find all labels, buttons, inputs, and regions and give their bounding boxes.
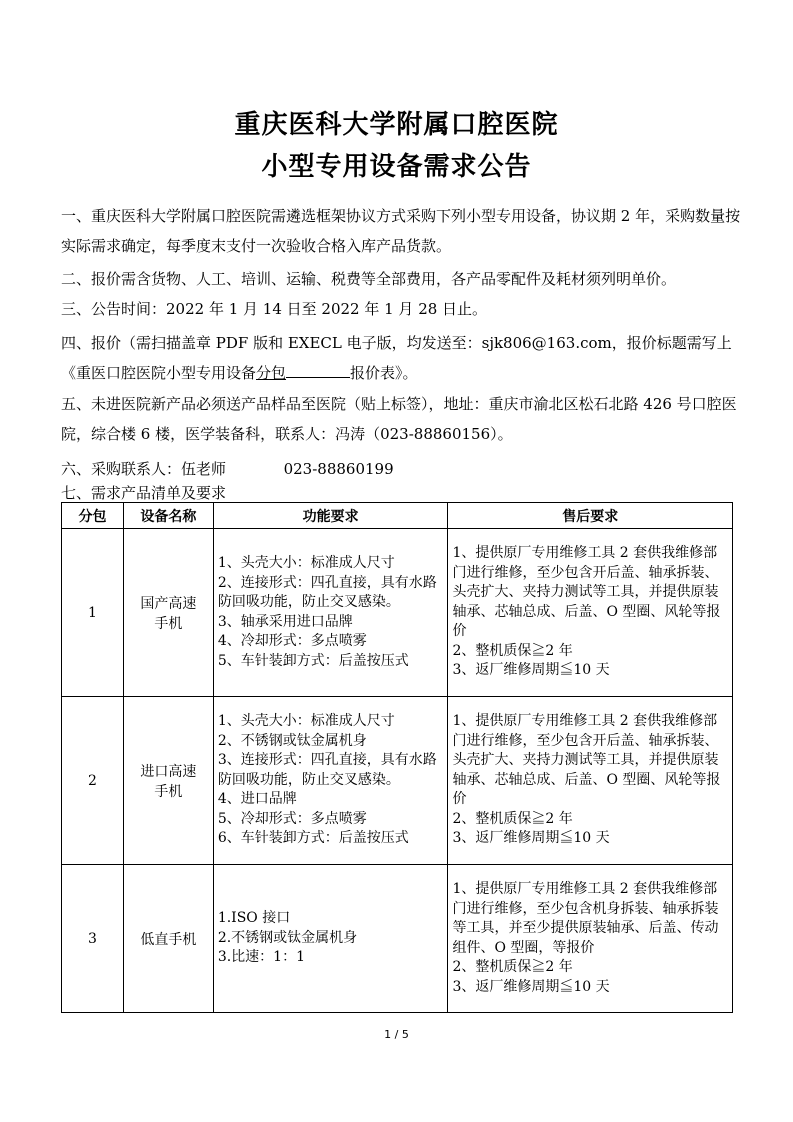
function-list — [213, 529, 448, 697]
after-sales-item: 2、整机质保≧2 年 — [452, 959, 573, 975]
section-1: 一、重庆医科大学附属口腔医院需遴选框架协议方式采购下列小型专用设备，协议期 2 年，采购数量按实际需求确定，每季度末支付一次验收合格入库产品货款。 — [61, 207, 741, 255]
function-item: 3、轴承采用进口品牌 — [217, 613, 353, 630]
after-sales-item: 3、返厂维修周期≦10 天 — [452, 978, 610, 995]
section-3: 三、公告时间：2022 年 1 月 14 日至 2022 年 1 月 28 日止。 — [61, 300, 488, 318]
section-6 — [61, 458, 394, 479]
table-row — [62, 865, 733, 1013]
after-sales-list — [448, 697, 733, 865]
after-sales-item: 1、提供原厂专用维修工具 2 套供我维修部门进行维修，至少包含开后盖、轴承拆装、头壳扩大、夹持力测试等工具，并提供原装轴承、芯轴总成、后盖、O 型圈、风轮等报价 — [452, 713, 721, 808]
function-item: 1.ISO 接口 — [217, 910, 291, 927]
after-sales-item: 2、整机质保≧2 年 — [452, 642, 573, 659]
section-7: 七、需求产品清单及要求 — [61, 484, 227, 502]
function-list — [213, 865, 448, 1013]
section-4-fenbao: 分包 — [256, 364, 287, 382]
after-sales-item: 1、提供原厂专用维修工具 2 套供我维修部门进行维修，至少包含开后盖、轴承拆装、头壳扩大、夹持力测试等工具，并提供原装轴承、芯轴总成、后盖、O 型圈、风轮等报价 — [452, 545, 721, 640]
after-sales-item: 2、整机质保≧2 年 — [452, 810, 573, 827]
after-sales-item: 1、提供原厂专用维修工具 2 套供我维修部门进行维修，至少包含机身拆装、轴承拆装等工具，并至少提供原装轴承、后盖、传动组件、O 型圈，等报价 — [452, 881, 719, 956]
function-item: 4、冷却形式：多点喷雾 — [217, 633, 367, 649]
package-number: 1 — [62, 529, 124, 697]
function-item: 2、连接形式：四孔直接，具有水路防回吸功能，防止交叉感染。 — [217, 574, 437, 610]
package-number: 3 — [62, 865, 124, 1013]
function-item: 1、头壳大小：标准成人尺寸 — [217, 713, 395, 730]
section-4-line1: 四、报价（需扫描盖章 PDF 版和 EXECL 电子版，均发送至：sjk806@163.com，报价标题需写上 — [61, 334, 732, 352]
function-item: 4、进口品牌 — [217, 791, 297, 808]
function-item: 1、头壳大小：标准成人尺寸 — [217, 555, 395, 571]
device-name: 低直手机 — [123, 865, 213, 1013]
function-item: 2、不锈钢或钛金属机身 — [217, 732, 367, 749]
package-number: 2 — [62, 697, 124, 865]
after-sales-list — [448, 529, 733, 697]
section-6-label: 六、采购联系人：伍老师 — [61, 460, 227, 478]
table-header-row — [62, 503, 733, 529]
section-4-line2 — [61, 362, 418, 383]
after-sales-item: 3、返厂维修周期≦10 天 — [452, 830, 610, 847]
requirements-table — [61, 502, 733, 1013]
fill-in-blank — [286, 363, 350, 378]
document-subtitle: 小型专用设备需求公告 — [261, 152, 532, 182]
header-function: 功能要求 — [213, 503, 448, 529]
function-item: 6、车针装卸方式：后盖按压式 — [217, 830, 409, 847]
function-list — [213, 697, 448, 865]
after-sales-list — [448, 865, 733, 1013]
section-5: 五、未进医院新产品必须送产品样品至医院（贴上标签），地址：重庆市渝北区松石北路 426 号口腔医院，综合楼 6 楼，医学装备科，联系人：冯涛（023-88860156）。 — [61, 395, 737, 443]
page-number: 1 / 5 — [384, 1028, 409, 1041]
header-device-name: 设备名称 — [123, 503, 213, 529]
after-sales-item: 3、返厂维修周期≦10 天 — [452, 662, 610, 679]
table-row — [62, 529, 733, 697]
section-2: 二、报价需含货物、人工、培训、运输、税费等全部费用，各产品零配件及耗材须列明单价。 — [61, 270, 677, 288]
section-6-phone: 023-88860199 — [283, 460, 394, 478]
function-item: 2.不锈钢或钛金属机身 — [217, 929, 358, 946]
function-item: 5、冷却形式：多点喷雾 — [217, 810, 367, 827]
section-4-suffix: 报价表》。 — [350, 364, 418, 382]
function-item: 5、车针装卸方式：后盖按压式 — [217, 652, 409, 669]
function-item: 3、连接形式：四孔直接，具有水路防回吸功能，防止交叉感染。 — [217, 752, 437, 788]
header-package: 分包 — [62, 503, 124, 529]
function-item: 3.比速：1：1 — [217, 949, 305, 966]
section-4-prefix: 《重医口腔医院小型专用设备 — [61, 364, 257, 382]
device-name: 进口高速手机 — [123, 697, 213, 865]
document-title: 重庆医科大学附属口腔医院 — [234, 110, 559, 140]
table-row — [62, 697, 733, 865]
device-name: 国产高速手机 — [123, 529, 213, 697]
header-after-sales: 售后要求 — [448, 503, 733, 529]
